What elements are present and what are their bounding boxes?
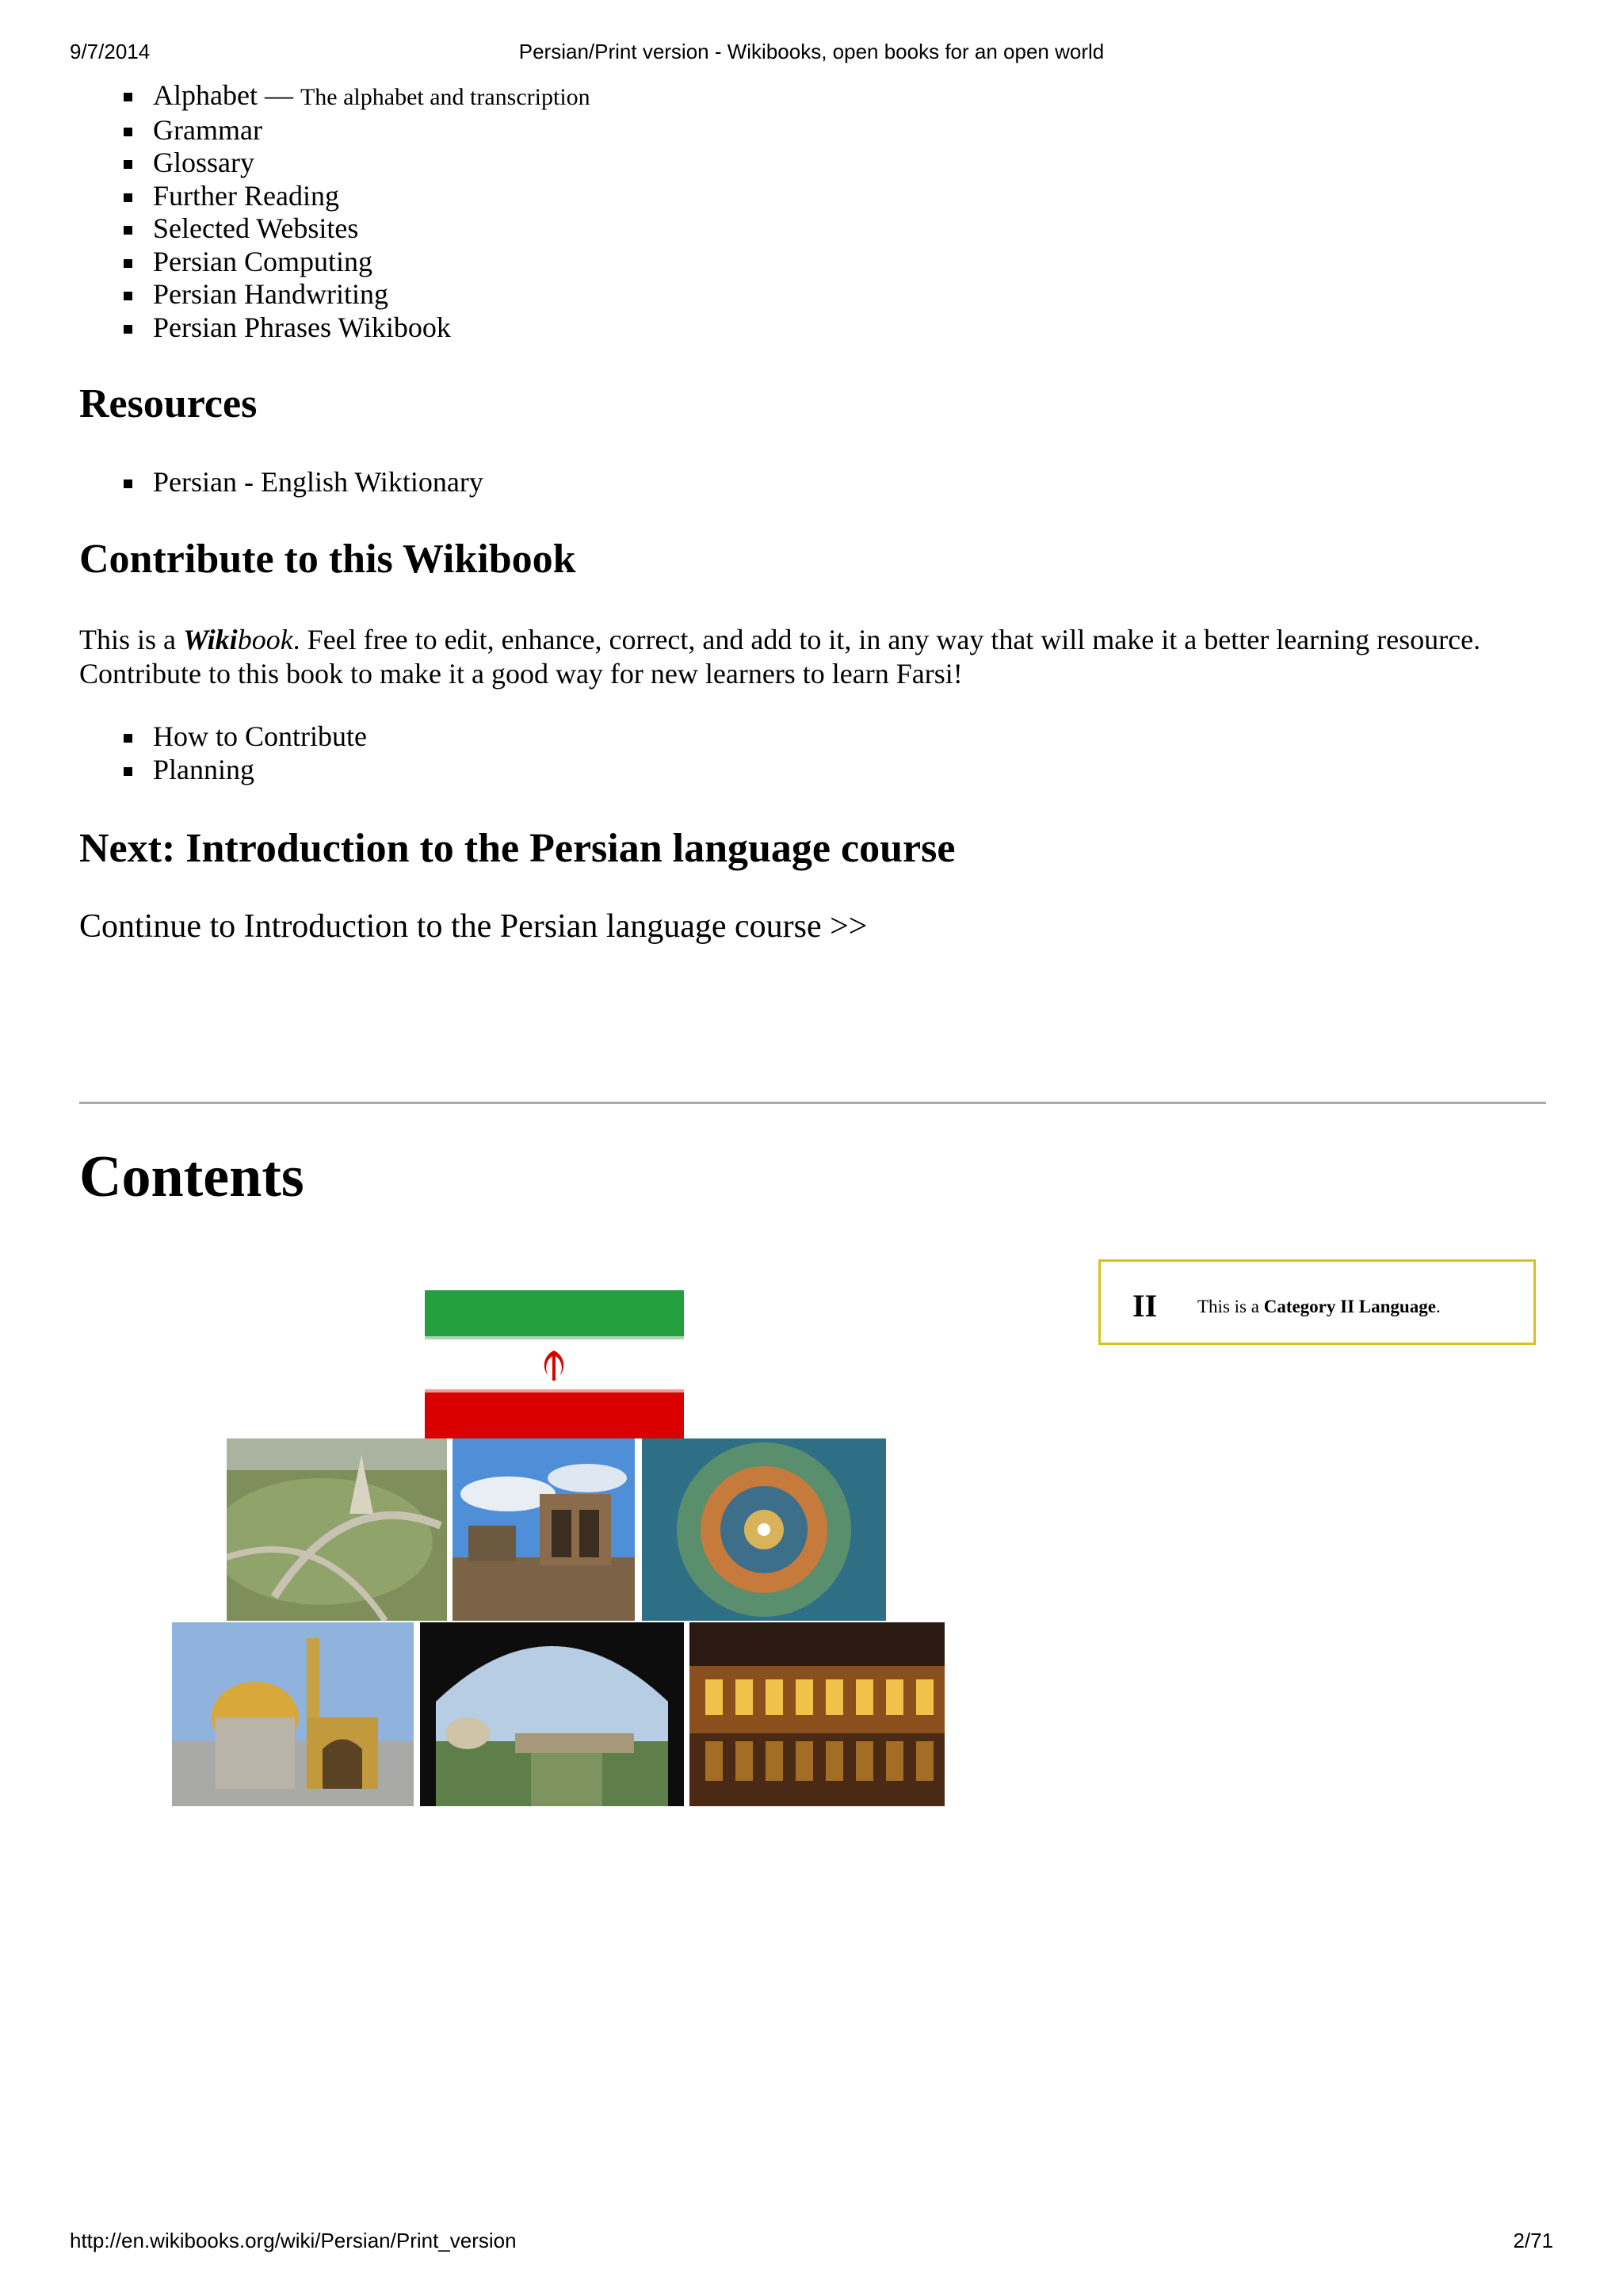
persepolis-photo xyxy=(453,1438,635,1621)
list-item xyxy=(119,212,590,246)
glossary-link[interactable]: Glossary xyxy=(153,147,254,178)
tehran-tower-photo xyxy=(227,1438,447,1621)
contribute-paragraph xyxy=(79,623,1569,691)
selected-websites-link[interactable]: Selected Websites xyxy=(153,212,359,244)
contents-heading: Contents xyxy=(79,1144,304,1209)
persian-computing-link[interactable]: Persian Computing xyxy=(153,245,372,277)
list-item xyxy=(119,720,367,754)
list-item xyxy=(119,754,367,787)
bridge-night-photo xyxy=(689,1622,945,1806)
toc-list xyxy=(119,79,590,344)
para-prefix: This is a xyxy=(79,624,183,655)
resources-list xyxy=(119,466,483,499)
list-item xyxy=(119,278,590,311)
continue-link[interactable]: Continue to Introduction to the Persian language course >> xyxy=(79,908,868,945)
contribute-list xyxy=(119,720,367,786)
resources-heading: Resources xyxy=(79,381,258,426)
list-item xyxy=(119,147,590,180)
persian-phrases-link[interactable]: Persian Phrases Wikibook xyxy=(153,311,451,343)
iran-flag-image xyxy=(425,1290,684,1438)
category-suffix: . xyxy=(1435,1297,1441,1316)
category-prefix: This is a xyxy=(1197,1297,1264,1316)
book-italic: book xyxy=(237,624,293,655)
further-reading-link[interactable]: Further Reading xyxy=(153,179,339,212)
para-line2: Contribute to this book to make it a good way for new learners to learn Farsi! xyxy=(79,658,963,690)
para-line1-rest: . Feel free to edit, enhance, correct, and add to it, in any way that will make it a better learning resource. xyxy=(292,624,1481,655)
alphabet-link[interactable]: Alphabet xyxy=(153,79,258,111)
next-heading: Next: Introduction to the Persian language course xyxy=(79,826,956,871)
how-to-contribute-link[interactable]: How to Contribute xyxy=(153,720,367,752)
planning-link[interactable]: Planning xyxy=(153,753,255,785)
list-item: Alphabet — The alphabet and transcription xyxy=(119,79,590,114)
contribute-heading: Contribute to this Wikibook xyxy=(79,537,576,582)
category-box xyxy=(1098,1259,1536,1345)
wiki-bold: Wiki xyxy=(183,624,238,655)
list-item xyxy=(119,180,590,213)
header-title: Persian/Print version - Wikibooks, open books for an open world xyxy=(518,40,1105,63)
category-text xyxy=(1197,1297,1441,1317)
category-bold: Category II Language xyxy=(1263,1297,1436,1316)
category-numeral: II xyxy=(1132,1288,1158,1324)
list-item xyxy=(119,114,590,147)
grammar-link[interactable]: Grammar xyxy=(153,113,262,146)
section-divider xyxy=(79,1102,1546,1104)
footer-page-number: 2/71 xyxy=(1513,2229,1553,2252)
mosaic-ceiling-photo xyxy=(642,1438,886,1621)
header-date: 9/7/2014 xyxy=(70,40,151,63)
list-item xyxy=(119,466,483,499)
alphabet-description: The alphabet and transcription xyxy=(300,84,590,110)
wiktionary-link[interactable]: Persian - English Wiktionary xyxy=(153,466,483,498)
naqsh-jahan-square-photo xyxy=(420,1622,684,1806)
persian-handwriting-link[interactable]: Persian Handwriting xyxy=(153,278,388,310)
list-item xyxy=(119,311,590,345)
list-item xyxy=(119,246,590,279)
shrine-photo xyxy=(172,1622,414,1806)
footer-url: http://en.wikibooks.org/wiki/Persian/Print_version xyxy=(70,2229,517,2252)
